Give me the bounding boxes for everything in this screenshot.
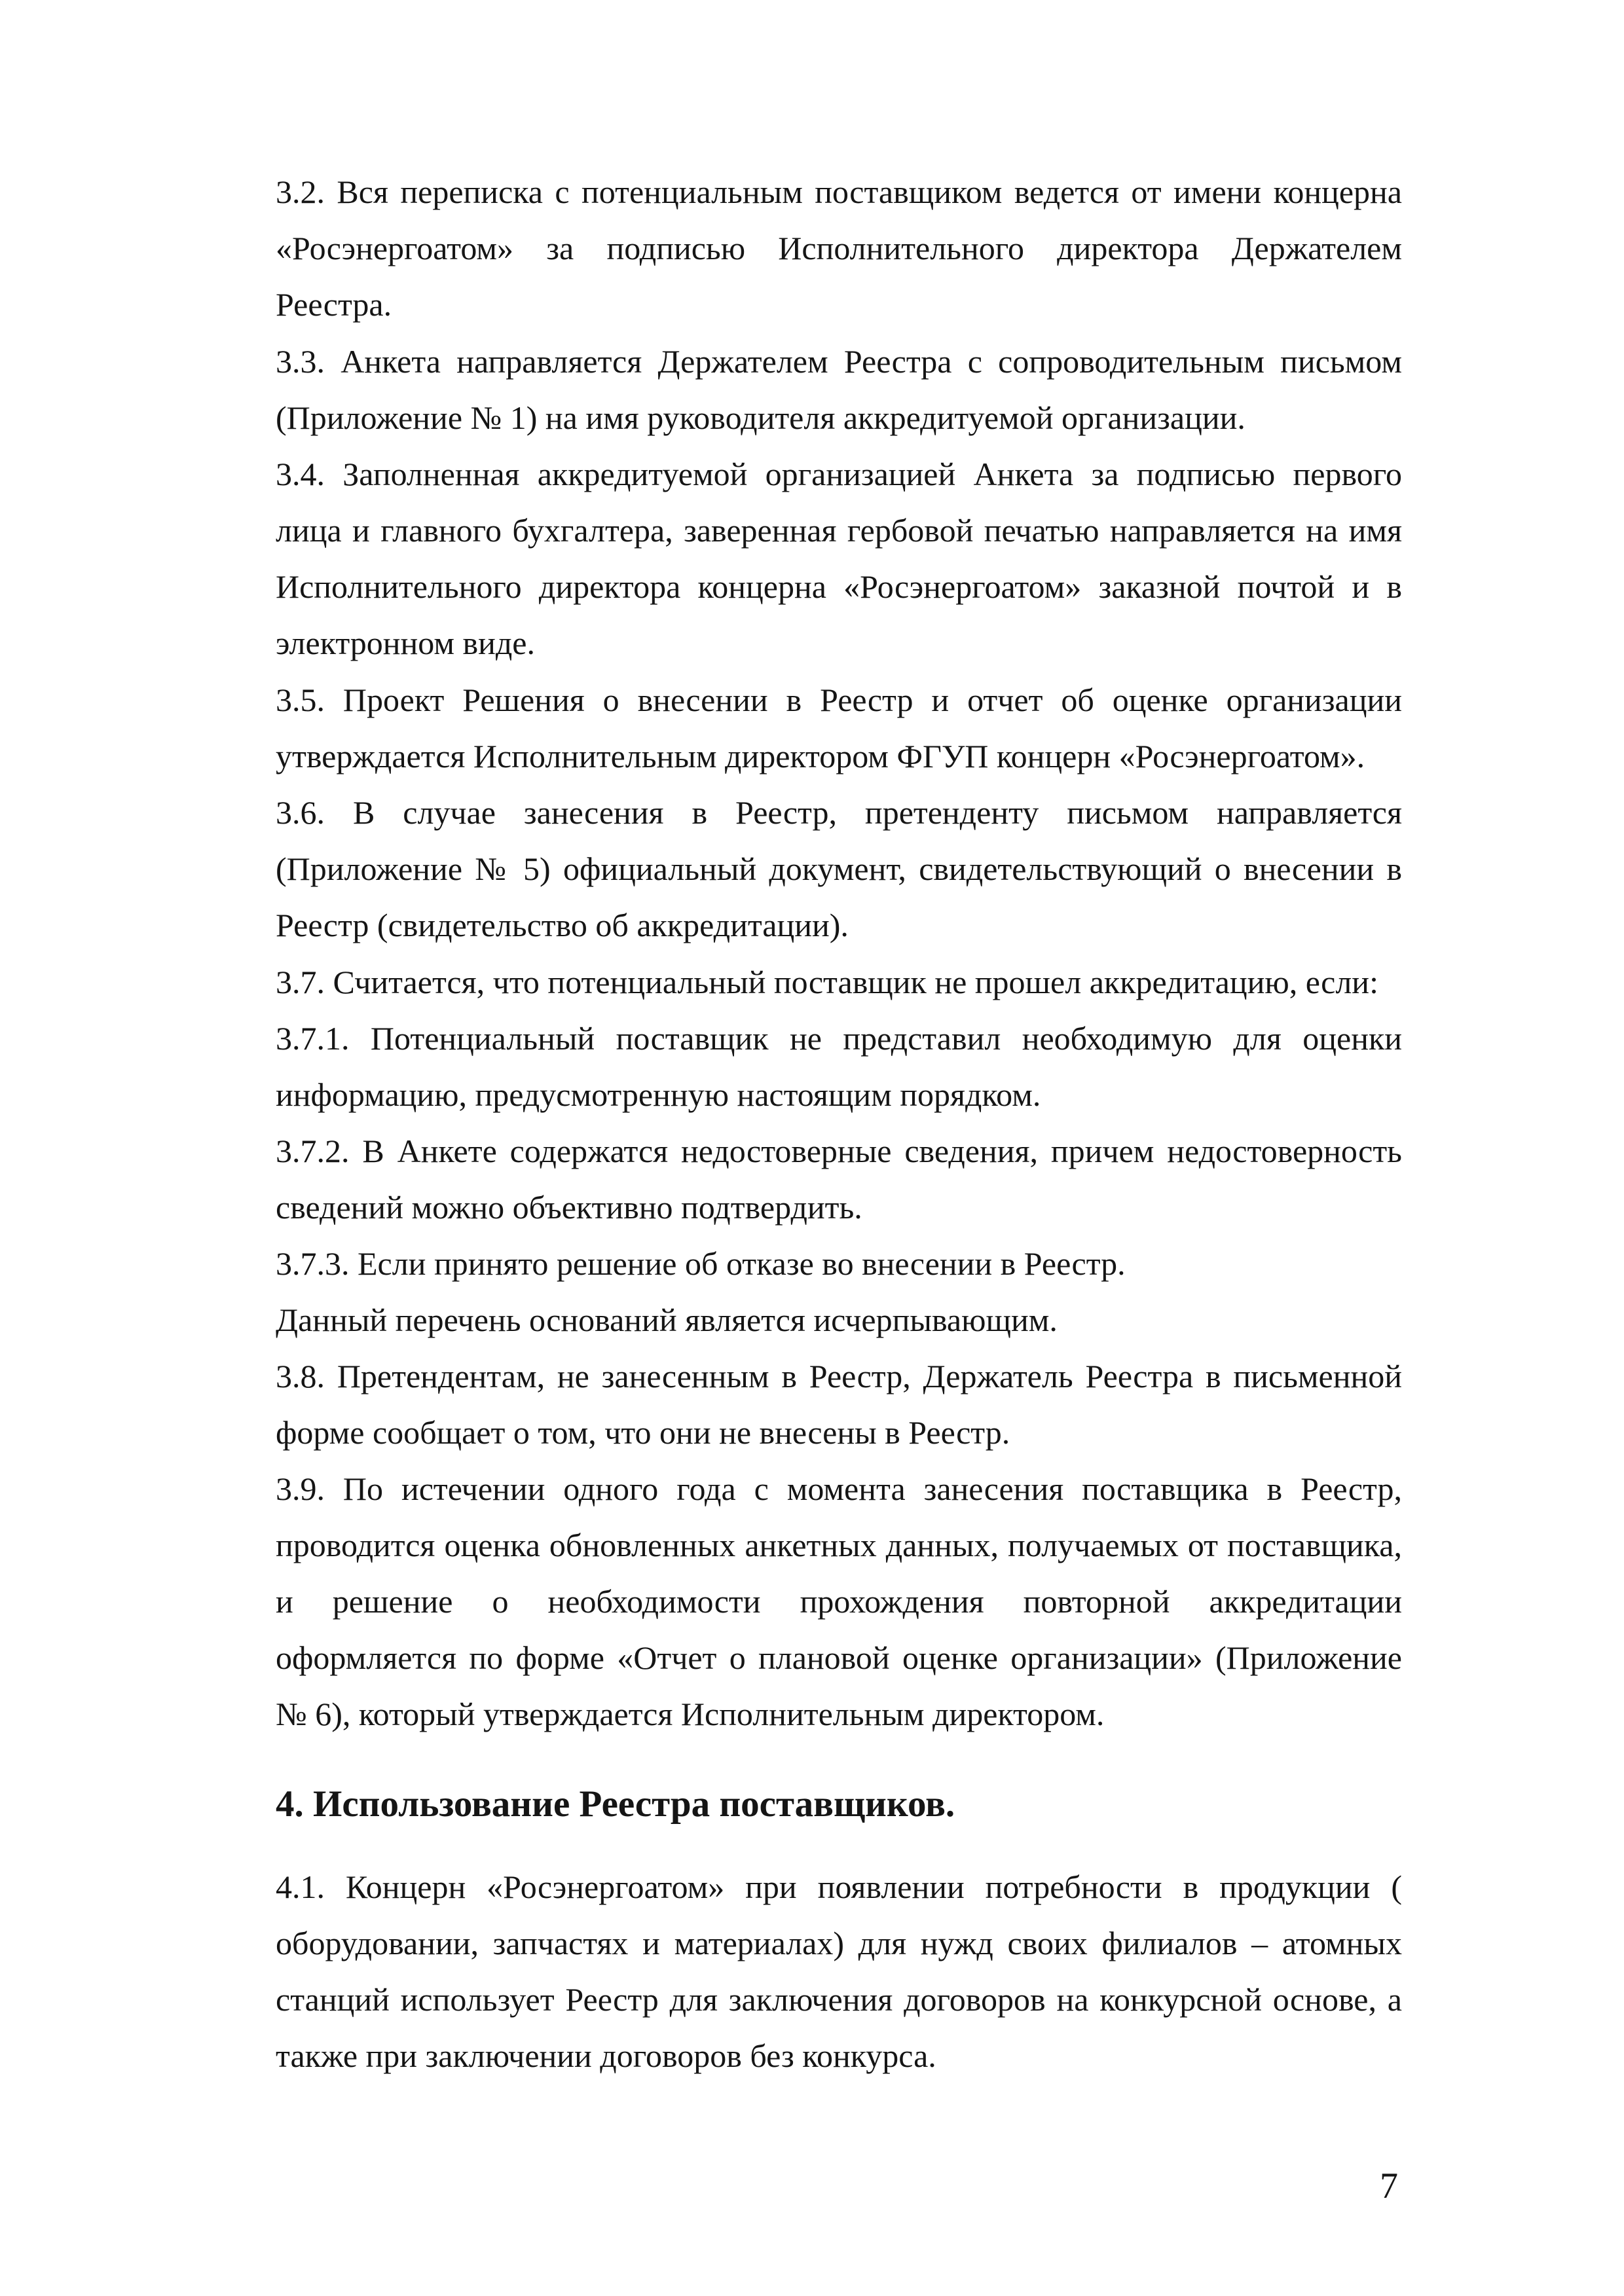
paragraph-text: 3.5. Проект Решения о внесении в Реестр и отчет об оценке организации утверждается Исполнительным директором ФГУП концерн «Росэнергоатом».	[276, 682, 1402, 774]
paragraph-text: 3.4. Заполненная аккредитуемой организацией Анкета за подписью первого лица и главного бухгалтера, заверенная гербовой печатью направляется на имя Исполнительного директора концерна «Росэнергоатом» заказной почтой и в электронном виде.	[276, 456, 1402, 661]
paragraph-text: 3.2. Вся переписка с потенциальным поставщиком ведется от имени концерна «Росэнергоатом» за подписью Исполнительного директора Держателем Реестра.	[276, 173, 1402, 323]
section-heading: 4. Использование Реестра поставщиков.	[276, 1783, 955, 1825]
paragraph-text: 3.7.2. В Анкете содержатся недостоверные сведения, причем недостоверность сведений можно объективно подтвердить.	[276, 1133, 1402, 1226]
paragraph-3-9	[276, 1461, 1402, 1742]
paragraph-text: 3.7.3. Если принято решение об отказе во внесении в Реестр.	[276, 1245, 1126, 1282]
paragraph-3-7-3	[276, 1235, 1402, 1292]
paragraph-text: 3.3. Анкета направляется Держателем Реестра с сопроводительным письмом (Приложение № 1) на имя руководителя аккредитуемой организации.	[276, 343, 1402, 436]
page-number: 7	[1380, 2166, 1398, 2206]
paragraph-text: Данный перечень оснований является исчерпывающим.	[276, 1302, 1058, 1338]
paragraph-text: 3.8. Претендентам, не занесенным в Реестр, Держатель Реестра в письменной форме сообщает о том, что они не внесены в Реестр.	[276, 1358, 1402, 1451]
paragraph-text: 3.6. В случае занесения в Реестр, претенденту письмом направляется (Приложение № 5) официальный документ, свидетельствующий о внесении в Реестр (свидетельство об аккредитации).	[276, 794, 1402, 943]
paragraph-3-8	[276, 1348, 1402, 1461]
paragraph-3-5	[276, 672, 1402, 784]
paragraph-3-7	[276, 954, 1402, 1010]
paragraph-3-7-1	[276, 1010, 1402, 1123]
paragraph-3-2	[276, 164, 1402, 333]
paragraph-3-6	[276, 784, 1402, 953]
paragraph-text: 3.7. Считается, что потенциальный поставщик не прошел аккредитацию, если:	[276, 964, 1378, 1000]
paragraph-exhaustive-list-note	[276, 1292, 1402, 1348]
paragraph-4-1	[276, 1859, 1402, 2084]
paragraph-text: 3.7.1. Потенциальный поставщик не представил необходимую для оценки информацию, предусмотренную настоящим порядком.	[276, 1020, 1402, 1113]
paragraph-text: 3.9. По истечении одного года с момента занесения поставщика в Реестр, проводится оценка обновленных анкетных данных, получаемых от поставщика, и решение о необходимости прохождения повторной аккредитации оформляется по форме «Отчет о плановой оценке организации» (Приложение № 6), который утверждается Исполнительным директором.	[276, 1470, 1402, 1732]
paragraph-3-7-2	[276, 1123, 1402, 1235]
paragraph-3-3	[276, 333, 1402, 446]
paragraph-text: 4.1. Концерн «Росэнергоатом» при появлении потребности в продукции ( оборудовании, запчастях и материалах) для нужд своих филиалов – атомных станций использует Реестр для заключения договоров на конкурсной основе, а также при заключении договоров без конкурса.	[276, 1868, 1402, 2074]
paragraph-3-4	[276, 446, 1402, 671]
